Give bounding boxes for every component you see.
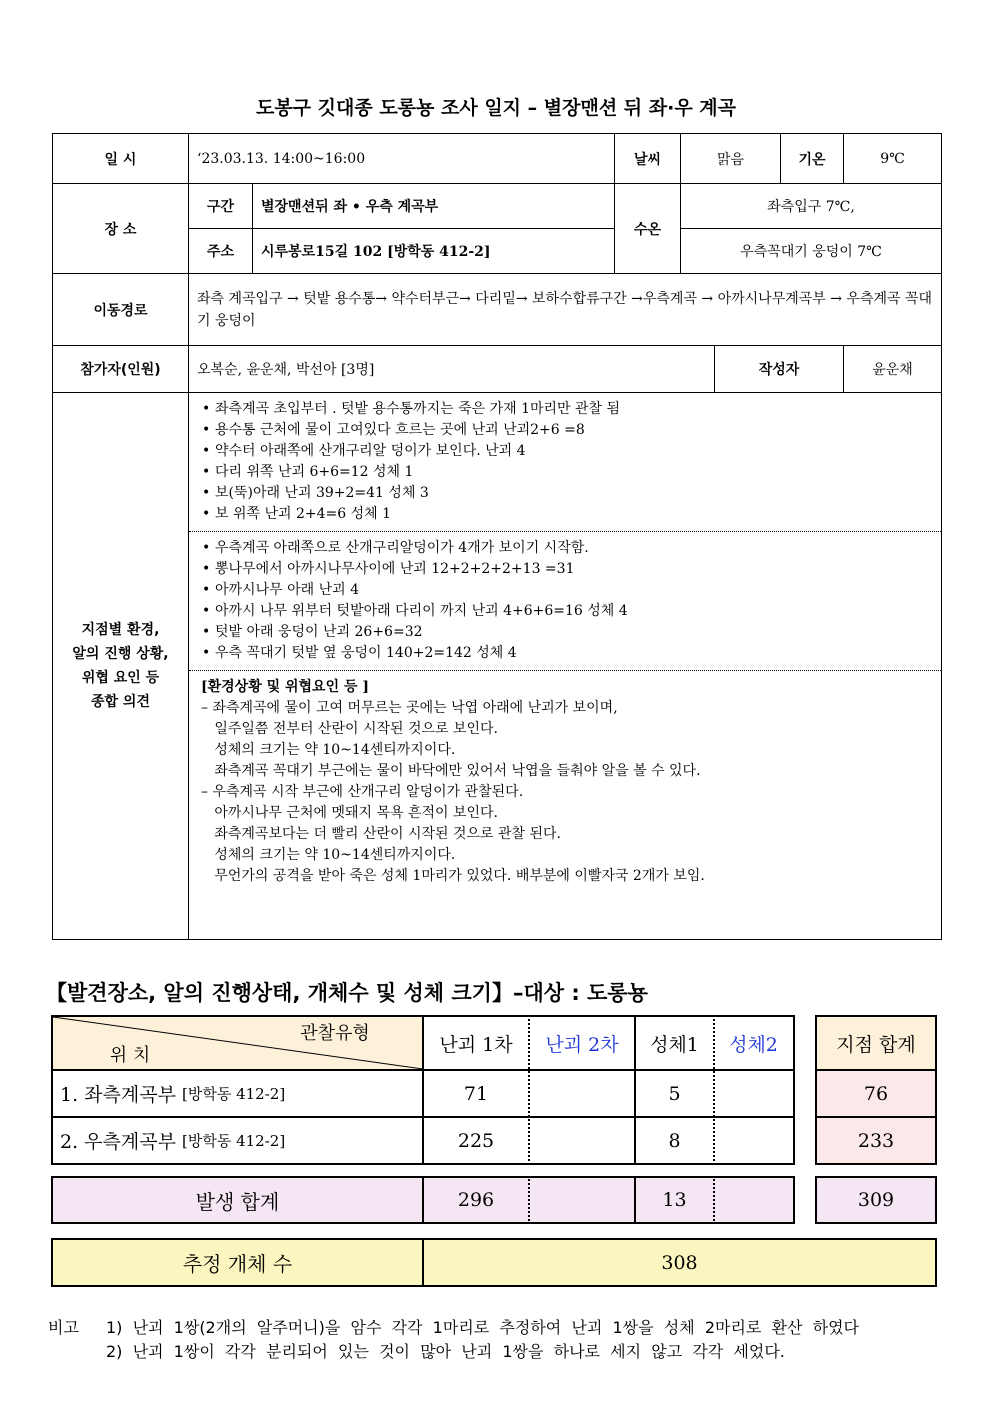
weather-value: 맑음 (681, 134, 781, 184)
date-value: ‘23.03.13. 14:00~16:00 (189, 134, 615, 184)
estimate-label: 추정 개체 수 (182, 1252, 293, 1276)
env-line: 성체의 크기는 약 10~14센티까지이다. (201, 742, 456, 758)
env-title: [환경상황 및 위협요인 등 ] (201, 679, 369, 695)
list-item: • 다리 위쪽 난괴 6+6=12 성체 1 (215, 462, 931, 483)
route-value: 좌측 계곡입구 → 텃밭 용수통→ 약수터부근→ 다리밑→ 보하수합류구간 →우측계곡 → 아까시나무계곡부 → 우측계곡 꼭대기 웅덩이 (189, 274, 942, 346)
col-adult1: 성체1 (650, 1033, 699, 1056)
list-item: • 좌측계곡 초입부터 . 텃밭 용수통까지는 죽은 가재 1마리만 관찰 됨 (215, 399, 931, 420)
notes-label: 지점별 환경, 알의 진행 상황, 위협 요인 등 종합 의견 (53, 393, 189, 940)
table-row (60, 1071, 422, 1116)
survey-log-table (52, 133, 942, 940)
row-location: 1. 좌측계곡부 (60, 1084, 176, 1106)
footnote-2: 2) 난괴 1쌍이 각각 분리되어 있는 것이 많아 난괴 1쌍을 하나로 세지 않고 각각 세었다. (106, 1342, 785, 1361)
list-item: • 텃밭 아래 웅덩이 난괴 26+6=32 (215, 622, 931, 643)
env-line: – 우측계곡 시작 부근에 산개구리 알덩이가 관찰된다. (201, 784, 524, 800)
row-address: [방학동 412-2] (182, 1132, 286, 1150)
corner-top-label: 관찰유형 (300, 1023, 370, 1044)
notes-body (189, 393, 942, 940)
env-line: 아까시나무 근처에 멧돼지 목욕 흔적이 보인다. (201, 805, 499, 821)
left-valley-notes (189, 393, 941, 531)
environment-notes (189, 670, 941, 893)
env-line: – 좌측계곡에 물이 고여 머무르는 곳에는 낙엽 아래에 난괴가 보이며, (201, 700, 618, 716)
right-valley-notes (189, 531, 941, 670)
section-label: 구간 (189, 184, 253, 229)
participants-value: 오복순, 윤운채, 박선아 [3명] (189, 346, 715, 393)
sum-adult1: 13 (662, 1189, 687, 1211)
address-value: 시루봉로15길 102 [방학동 412-2] (253, 229, 615, 274)
env-line: 성체의 크기는 약 10~14센티까지이다. (201, 847, 456, 863)
route-label: 이동경로 (53, 274, 189, 346)
col-total: 지점 합계 (817, 1017, 935, 1069)
list-item: • 우측계곡 아래쪽으로 산개구리알덩이가 4개가 보이기 시작함. (215, 538, 931, 559)
list-item: • 보(뚝)아래 난괴 39+2=41 성체 3 (215, 483, 931, 504)
env-line: 좌측계곡 꼭대기 부근에는 물이 바닥에만 있어서 낙엽을 들춰야 알을 볼 수 있다. (201, 763, 701, 779)
env-line: 좌측계곡보다는 더 빨리 산란이 시작된 것으로 관찰 된다. (201, 826, 562, 842)
list-item: • 아까시 나무 위부터 텃밭아래 다리이 까지 난괴 4+6+6=16 성체 4 (215, 601, 931, 622)
results-heading: 【발견장소, 알의 진행상태, 개체수 및 성체 크기】–대상 : 도롱뇽 (46, 981, 648, 1005)
col-adult2: 성체2 (729, 1033, 778, 1056)
participants-label: 참가자(인원) (53, 346, 189, 393)
water-temp-left: 좌측입구 7℃, (681, 184, 942, 229)
temp-label: 기온 (781, 134, 844, 184)
row-location: 2. 우측계곡부 (60, 1131, 176, 1153)
list-item: • 용수통 근처에 물이 고여있다 흐르는 곳에 난괴 난괴2+6 =8 (215, 420, 931, 441)
row2-total: 233 (817, 1118, 935, 1163)
footnotes (48, 1316, 859, 1364)
weather-label: 날씨 (615, 134, 681, 184)
row1-egg1: 71 (463, 1082, 489, 1105)
sum-label: 발생 합계 (195, 1189, 280, 1214)
corner-bottom-label: 위 치 (109, 1045, 151, 1066)
footnote-label: 비고 (48, 1318, 79, 1337)
list-item: • 약수터 아래쪽에 산개구리알 덩이가 보인다. 난괴 4 (215, 441, 931, 462)
env-line: 무언가의 공격을 받아 죽은 성체 1마리가 있었다. 배부분에 이빨자국 2개가 보임. (201, 868, 705, 884)
list-item: • 아까시나무 아래 난괴 4 (215, 580, 931, 601)
table-row (60, 1118, 422, 1163)
place-label: 장 소 (53, 184, 189, 274)
author-value: 윤운채 (844, 346, 942, 393)
section-value: 별장맨션뒤 좌 • 우측 계곡부 (253, 184, 615, 229)
col-egg1: 난괴 1차 (439, 1033, 513, 1056)
sum-total: 309 (857, 1189, 895, 1211)
list-item: • 뽕나무에서 아까시나무사이에 난괴 12+2+2+2+13 =31 (215, 559, 931, 580)
row-address: [방학동 412-2] (182, 1085, 286, 1103)
row1-total: 76 (817, 1071, 935, 1116)
date-label: 일 시 (53, 134, 189, 184)
author-label: 작성자 (715, 346, 844, 393)
row1-adult1: 5 (668, 1082, 681, 1105)
row2-egg1: 225 (457, 1129, 495, 1152)
water-temp-right: 우측꼭대기 웅덩이 7℃ (681, 229, 942, 274)
list-item: • 우측 꼭대기 텃밭 옆 웅덩이 140+2=142 성체 4 (215, 643, 931, 664)
address-label: 주소 (189, 229, 253, 274)
sum-egg1: 296 (457, 1189, 495, 1211)
estimate-value: 308 (661, 1251, 698, 1274)
list-item: • 보 위쪽 난괴 2+4=6 성체 1 (215, 504, 931, 525)
row2-adult1: 8 (668, 1129, 681, 1152)
col-egg2: 난괴 2차 (545, 1033, 619, 1056)
temp-value: 9℃ (844, 134, 942, 184)
footnote-1: 1) 난괴 1쌍(2개의 알주머니)을 암수 각각 1마리로 추정하여 난괴 1쌍을 성체 2마리로 환산 하였다 (106, 1318, 859, 1337)
water-temp-label: 수온 (615, 184, 681, 274)
page-title: 도봉구 깃대종 도롱뇽 조사 일지 – 별장맨션 뒤 좌·우 계곡 (255, 97, 737, 119)
env-line: 일주일쯤 전부터 산란이 시작된 것으로 보인다. (201, 721, 499, 737)
